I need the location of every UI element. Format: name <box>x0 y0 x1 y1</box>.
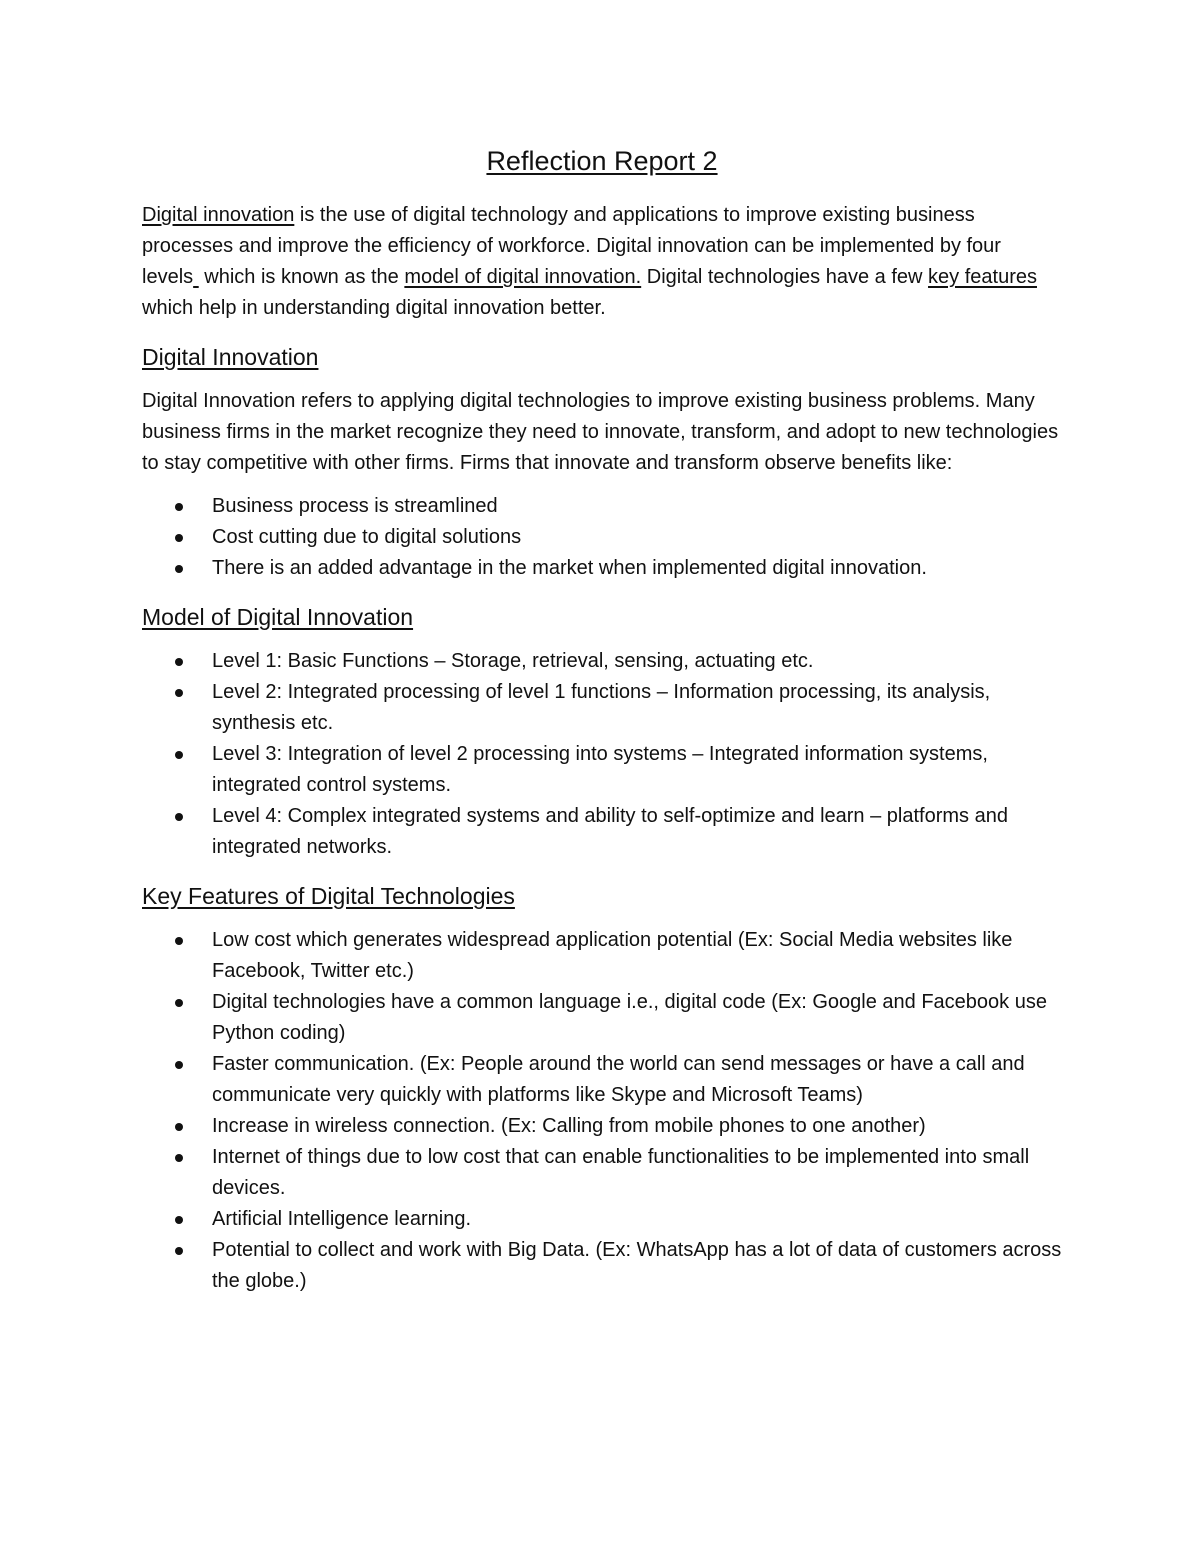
bullet-icon <box>175 689 183 697</box>
benefits-list <box>142 491 1062 584</box>
section-paragraph-digital-innovation: Digital Innovation refers to applying digital technologies to improve existing business problems. Many business firms in the market recognize they need to innovate, transform, and adopt to new technologies to stay competitive with other firms. Firms that innovate and transform observe benefits like: <box>142 390 1059 474</box>
section-heading-key-features: Key Features of Digital Technologies <box>142 883 515 909</box>
list-item <box>142 553 1062 584</box>
section-heading-model: Model of Digital Innovation <box>142 604 414 630</box>
list-item <box>142 739 1062 801</box>
bullet-icon <box>175 503 183 511</box>
intro-term-model: model of digital innovation. <box>404 266 642 288</box>
list-item-text: Digital technologies have a common language i.e., digital code (Ex: Google and Facebook use Python coding) <box>212 991 1047 1044</box>
list-item <box>142 1111 1062 1142</box>
list-item-text: Level 2: Integrated processing of level 1 functions – Information processing, its analysis, synthesis etc. <box>212 681 991 734</box>
bullet-icon <box>175 565 183 573</box>
intro-paragraph <box>142 200 1062 324</box>
list-item-text: Faster communication. (Ex: People around the world can send messages or have a call and communicate very quickly with platforms like Skype and Microsoft Teams) <box>212 1053 1025 1106</box>
intro-term-digital-innovation: Digital innovation <box>142 204 295 226</box>
levels-list <box>142 646 1062 863</box>
list-item-text: Internet of things due to low cost that can enable functionalities to be implemented into small devices. <box>212 1146 1030 1199</box>
list-item <box>142 522 1062 553</box>
bullet-icon <box>175 534 183 542</box>
list-item-text: There is an added advantage in the market when implemented digital innovation. <box>212 557 927 579</box>
bullet-icon <box>175 999 183 1007</box>
list-item-text: Level 3: Integration of level 2 processing into systems – Integrated information systems, integrated control systems. <box>212 743 988 796</box>
list-item-text: Low cost which generates widespread application potential (Ex: Social Media websites like Facebook, Twitter etc.) <box>212 929 1013 982</box>
document-title: Reflection Report 2 <box>486 146 718 176</box>
list-item <box>142 987 1062 1049</box>
bullet-icon <box>175 1216 183 1224</box>
list-item <box>142 646 1062 677</box>
section-heading-digital-innovation: Digital Innovation <box>142 344 319 370</box>
bullet-icon <box>175 1123 183 1131</box>
list-item-text: Increase in wireless connection. (Ex: Calling from mobile phones to one another) <box>212 1115 926 1137</box>
list-item-text: Artificial Intelligence learning. <box>212 1208 472 1230</box>
list-item <box>142 1204 1062 1235</box>
list-item <box>142 677 1062 739</box>
intro-text-2: which is known as the <box>198 266 405 288</box>
bullet-icon <box>175 1247 183 1255</box>
document-page <box>142 140 1062 1297</box>
bullet-icon <box>175 1154 183 1162</box>
bullet-icon <box>175 658 183 666</box>
list-item-text: Potential to collect and work with Big Data. (Ex: WhatsApp has a lot of data of customers across the globe.) <box>212 1239 1062 1292</box>
intro-text-4: which help in understanding digital innovation better. <box>142 297 606 319</box>
list-item <box>142 801 1062 863</box>
bullet-icon <box>175 937 183 945</box>
bullet-icon <box>175 813 183 821</box>
list-item-text: Level 1: Basic Functions – Storage, retrieval, sensing, actuating etc. <box>212 650 814 672</box>
list-item-text: Business process is streamlined <box>212 495 498 517</box>
intro-text-3: Digital technologies have a few <box>641 266 929 288</box>
intro-text-1: is the use of digital technology and applications to improve existing business processes and improve the efficiency of workforce. Digital innovation can be implemented by four levels <box>142 204 1001 288</box>
features-list <box>142 925 1062 1297</box>
intro-term-key-features: key features <box>928 266 1037 288</box>
list-item <box>142 925 1062 987</box>
bullet-icon <box>175 1061 183 1069</box>
bullet-icon <box>175 751 183 759</box>
list-item-text: Level 4: Complex integrated systems and ability to self-optimize and learn – platforms and integrated networks. <box>212 805 1008 858</box>
list-item <box>142 1142 1062 1204</box>
list-item <box>142 1235 1062 1297</box>
list-item <box>142 491 1062 522</box>
list-item <box>142 1049 1062 1111</box>
list-item-text: Cost cutting due to digital solutions <box>212 526 522 548</box>
